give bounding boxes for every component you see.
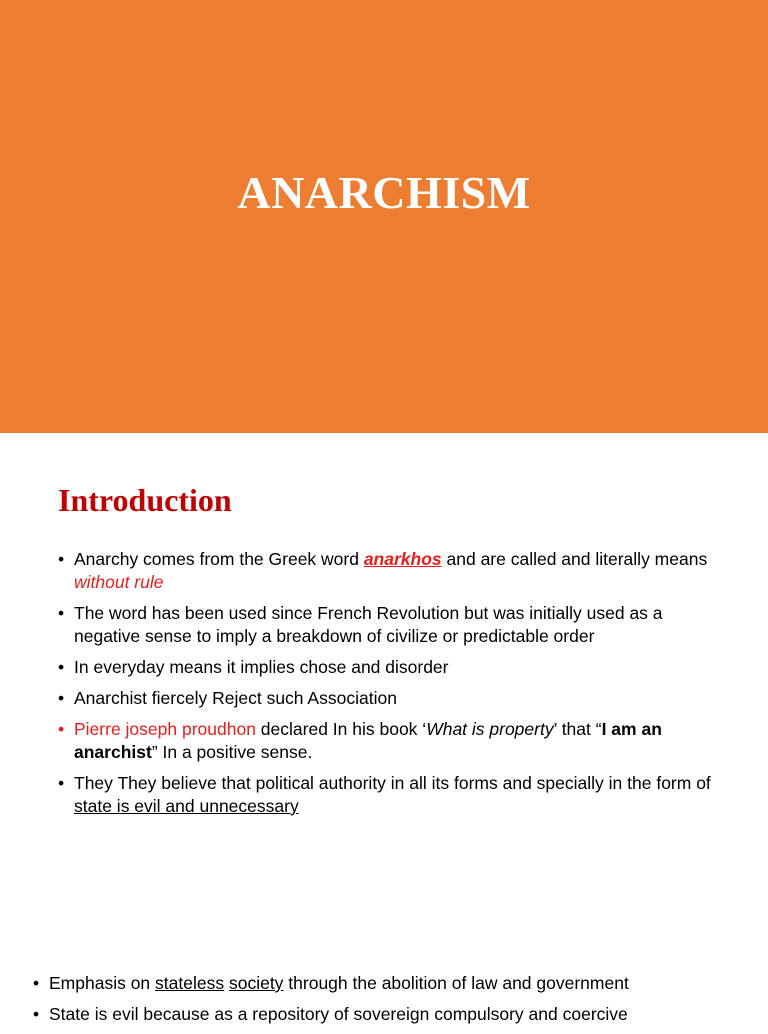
bullet-text: Anarchist fiercely Reject such Association (74, 688, 397, 708)
bullet-proudhon (58, 718, 718, 764)
bullet-stateless-society (33, 972, 753, 995)
bullet-text: ’ that “ (553, 719, 602, 739)
bullet-text: Anarchy comes from the Greek word (74, 549, 364, 569)
bullet-text: Emphasis on (49, 973, 156, 993)
bullet-text: and are called and literally means (441, 549, 708, 569)
bullet-text: The word has been used since French Revolution but was initially used as a negative sense to imply a breakdown of civilize or predictable order (74, 603, 663, 646)
bullet-rejection (58, 687, 718, 710)
intro-bullet-list (58, 548, 718, 826)
book-title: What is property (426, 719, 554, 739)
person-name: Pierre joseph proudhon (74, 719, 256, 739)
bullet-text: ” In a positive sense. (151, 742, 313, 762)
section-heading: Introduction (58, 482, 232, 518)
next-slide-bullet-list (33, 972, 753, 1034)
slide-title: ANARCHISM (237, 167, 531, 218)
bullet-text: They They believe that political authority in all its forms and specially in the form of (74, 773, 711, 793)
greek-term: anarkhos (363, 549, 442, 569)
bullet-everyday-meaning (58, 656, 718, 679)
bullet-state-evil (33, 1003, 753, 1026)
bullet-text: State is evil because as a repository of sovereign compulsory and coercive (49, 1004, 628, 1024)
bullet-text: declared In his book ‘ (255, 719, 427, 739)
bullet-history (58, 602, 718, 648)
underlined-word: society (228, 973, 284, 993)
underlined-phrase: state is evil and unnecessary (74, 796, 299, 816)
bullet-belief (58, 772, 718, 818)
meaning-text: without rule (74, 572, 164, 592)
bullet-text: In everyday means it implies chose and disorder (74, 657, 449, 677)
underlined-word: stateless (155, 973, 225, 993)
quote-text: I am an anarchist (74, 719, 662, 762)
bullet-text: through the abolition of law and government (283, 973, 629, 993)
title-slide-banner (0, 0, 768, 433)
bullet-etymology (58, 548, 718, 594)
